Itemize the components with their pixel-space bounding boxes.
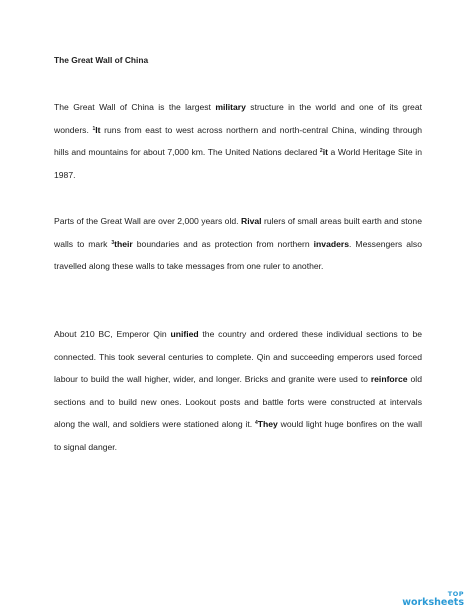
highlighted-word: They xyxy=(257,419,278,430)
text-segment: The Great Wall of China is the largest xyxy=(54,102,216,112)
highlighted-word: unified xyxy=(170,329,199,339)
text-segment: About 210 BC, Emperor Qin xyxy=(54,329,171,339)
document-title: The Great Wall of China xyxy=(54,55,149,65)
reference-number: 1 xyxy=(92,125,96,132)
highlighted-word: their xyxy=(114,238,133,249)
text-segment: boundaries and as protection from northern xyxy=(132,238,314,249)
text-segment: the country and ordered these individual sections to be connected. This took several centuries to complete. Qin and succeeding emperors used forced labour to build the wall higher, wider, and longer. Bricks and granite were used to xyxy=(54,329,423,385)
text-segment: old sections and to build new ones. Lookout posts and battle forts were constructed at intervals along the wall, and soldiers were stationed along it. xyxy=(54,374,422,430)
highlighted-word: invaders xyxy=(313,238,350,249)
text-segment: . Messengers also travelled along these walls to take messages from one ruler to another. xyxy=(54,238,422,272)
reference-number: 2 xyxy=(319,148,323,155)
logo-top-text: TOP xyxy=(447,590,464,598)
logo-bottom-text: worksheets xyxy=(402,596,464,608)
highlighted-word: It xyxy=(95,124,101,135)
reference-number: 3 xyxy=(111,239,115,246)
text-segment: runs from east to west across northern and north-central China, winding through hills and mountains for about 7,000 km. The United Nations declared xyxy=(54,124,422,158)
text-segment: a World Heritage Site in 1987. xyxy=(54,147,422,180)
highlighted-word: Rival xyxy=(240,216,262,226)
paragraph-2 xyxy=(54,210,422,278)
paragraph-1 xyxy=(54,96,422,186)
paragraph-3 xyxy=(54,323,422,459)
text-segment: would light huge bonfires on the wall to signal danger. xyxy=(54,419,422,452)
text-segment: Parts of the Great Wall are over 2,000 years old. xyxy=(54,216,241,226)
reference-number: 4 xyxy=(254,420,258,427)
highlighted-word: reinforce xyxy=(370,374,408,385)
highlighted-word: military xyxy=(215,102,246,112)
text-segment: rulers of small areas built earth and stone walls to mark xyxy=(54,216,422,249)
top-worksheets-logo xyxy=(402,591,464,607)
highlighted-word: it xyxy=(322,147,328,158)
text-segment: structure in the world and one of its great wonders. xyxy=(54,102,423,135)
